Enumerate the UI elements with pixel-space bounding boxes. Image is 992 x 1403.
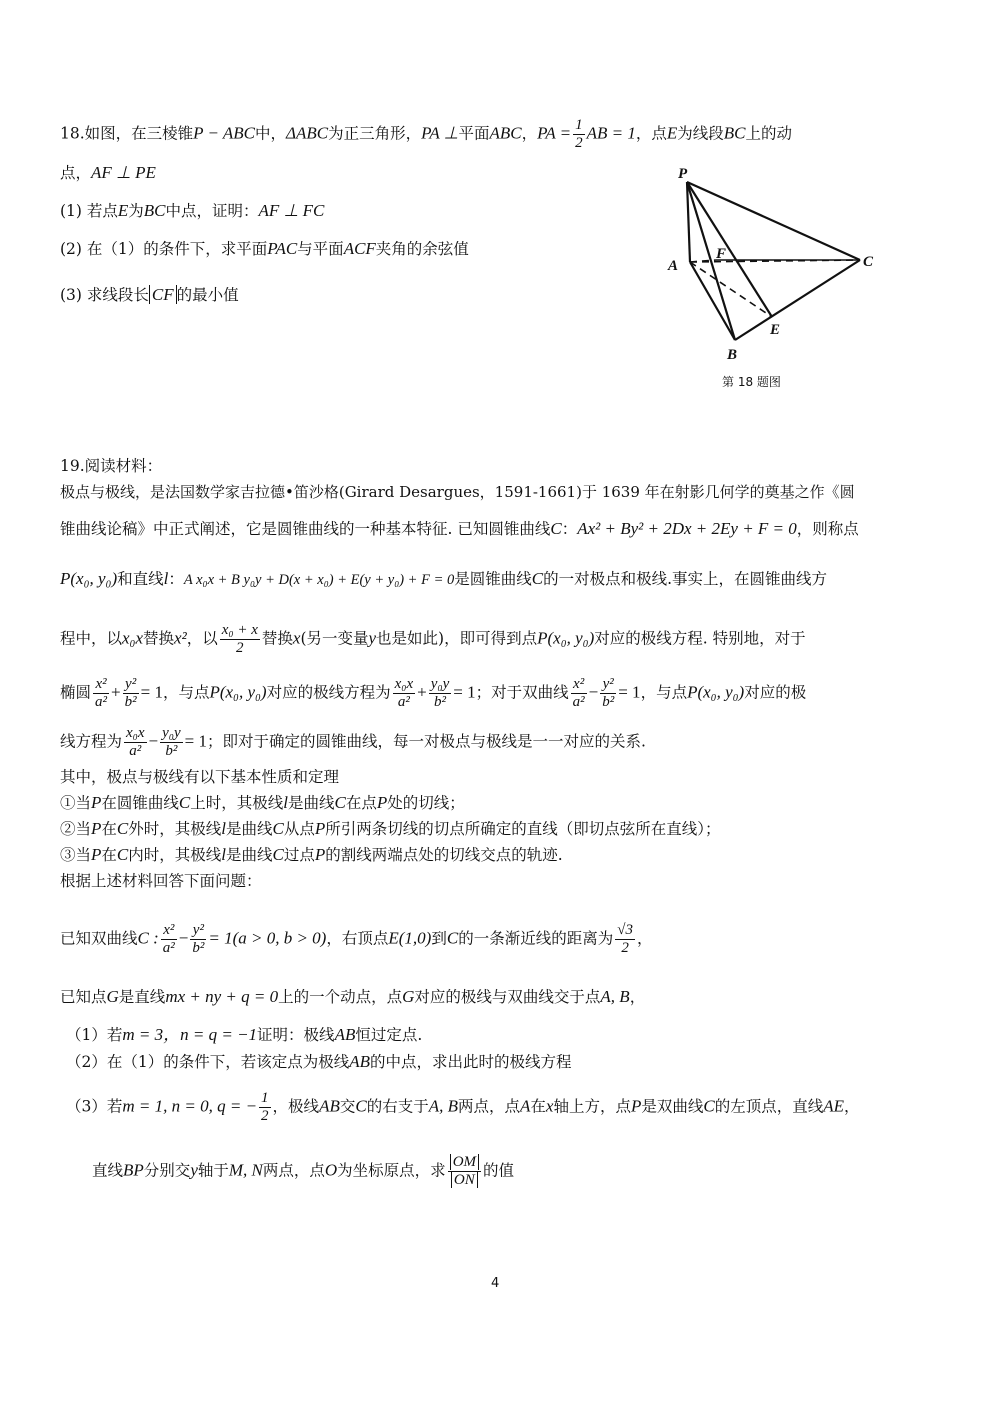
- q19-property1: ①当P在圆锥曲线C上时，其极线l是曲线C在点P处的切线；: [60, 793, 465, 812]
- q19-text5: 椭圆 $\frac{\text{x²}}{\text{a²}}$ + $\frac{\text{y²}}{\text{b²}}$ = 1，与点P(x₀, y₀)对应的极线方程为 $\frac{\text{x₀x}}{\text{a²}}$ + $\frac{\text{y₀y}}{\text{b²}}$ = 1；对于双曲线 $\frac{\text{x²}}{\text{a²}}$ − $\frac{\text{y²}}{\text{b²}}$ = 1，与点P(x₀, y₀)对应的极: [60, 676, 807, 710]
- q19-text6: 线方程为 $\frac{\text{x₀x}}{\text{a²}}$ − $\frac{\text{y₀y}}{\text{b²}}$ = 1；即对于确定的圆锥曲线，每一对极点与极线是一一对应的关系.: [60, 725, 646, 759]
- label-C: C: [863, 254, 874, 270]
- q18-part1: (1) 若点E为BC中点，证明：AF ⊥ FC: [60, 201, 325, 220]
- edge-BC: [735, 260, 860, 340]
- q18-line2: 点，AF ⊥ PE: [60, 163, 156, 182]
- q18-part2: (2) 在（1）的条件下，求平面PAC与平面ACF夹角的余弦值: [60, 239, 469, 258]
- label-A: A: [668, 258, 679, 274]
- q19-text4: 程中，以x₀x替换x²，以 $\frac{\text{x₀ + x}}{2}$ 替换x(另一变量y也是如此)，即可得到点P(x₀, y₀)对应的极线方程. 特别地，对于: [60, 622, 806, 656]
- q19-part3: （3）若m = 1, n = 0, q = − $\frac{1}{2}$ ，极线AB交C的右支于A, B两点，点A在x轴上方，点P是双曲线C的左顶点，直线AE，: [66, 1090, 860, 1124]
- label-P: P: [678, 166, 688, 182]
- q19-heading: 19.阅读材料：: [60, 457, 163, 475]
- segment-AE-hidden: [690, 262, 772, 317]
- q19-text1: 极点与极线，是法国数学家吉拉德•笛沙格(Girard Desargues，1591-1661)于 1639 年在射影几何学的奠基之作《圆: [60, 483, 855, 501]
- edge-PC: [687, 182, 860, 260]
- fraction: $\frac{1}{2}$: [575, 117, 583, 151]
- q18-part3: (3) 求线段长 CF 的最小值: [60, 285, 239, 304]
- q19-property3: ③当P在C内时，其极线l是曲线C过点P的割线两端点处的切线交点的轨迹.: [60, 845, 563, 864]
- label-B: B: [727, 347, 738, 363]
- figure-caption: 第 18 题图: [722, 375, 781, 389]
- q19-part2: （2）在（1）的条件下，若该定点为极线AB的中点，求出此时的极线方程: [66, 1052, 572, 1071]
- q19-text11: 根据上述材料回答下面问题：: [60, 872, 262, 890]
- pyramid-figure: [660, 160, 890, 400]
- edge-AB: [690, 262, 735, 340]
- q18-line1: 18.如图，在三棱锥P − ABC中，ΔABC为正三角形，PA ⊥平面ABC，PA = $\frac{1}{2}$ AB = 1，点E为线段BC上的动: [60, 117, 793, 151]
- q19-property2: ②当P在C外时，其极线l是曲线C从点P所引两条切线的切点所确定的直线（即切点弦所在直线）；: [60, 819, 721, 838]
- q19-text7: 其中，极点与极线有以下基本性质和定理: [60, 768, 340, 786]
- q19-hyperbola-given: 已知双曲线C : $\frac{\text{x²}}{\text{a²}}$ − $\frac{\text{y²}}{\text{b²}}$ = 1(a > 0, b > 0)，右顶点E(1,0)到C的一条渐近线的距离为 $\frac{√3}{2}$ ，: [60, 922, 653, 956]
- label-E: E: [770, 322, 781, 338]
- q19-part3-cont: 直线BP分别交y轴于M, N两点，点O为坐标原点，求 $\frac{OM}{ON}$ 的值: [92, 1154, 515, 1188]
- page-number: 4: [491, 1276, 500, 1291]
- q19-point-given: 已知点G是直线mx + ny + q = 0上的一个动点，点G对应的极线与双曲线交于点A, B，: [60, 987, 646, 1006]
- q19-part1: （1）若m = 3，n = q = −1证明：极线AB恒过定点.: [66, 1025, 423, 1044]
- q19-text2: 锥曲线论稿》中正式阐述，它是圆锥曲线的一种基本特征. 已知圆锥曲线C：Ax² + By² + 2Dx + 2Ey + F = 0，则称点: [60, 519, 859, 538]
- q19-text3: P(x₀, y₀)和直线l：A x₀x + B y₀y + D(x + x₀) + E(y + y₀) + F = 0是圆锥曲线C的一对极点和极线.事实上，在圆锥曲线方: [60, 569, 828, 588]
- label-F: F: [716, 246, 727, 262]
